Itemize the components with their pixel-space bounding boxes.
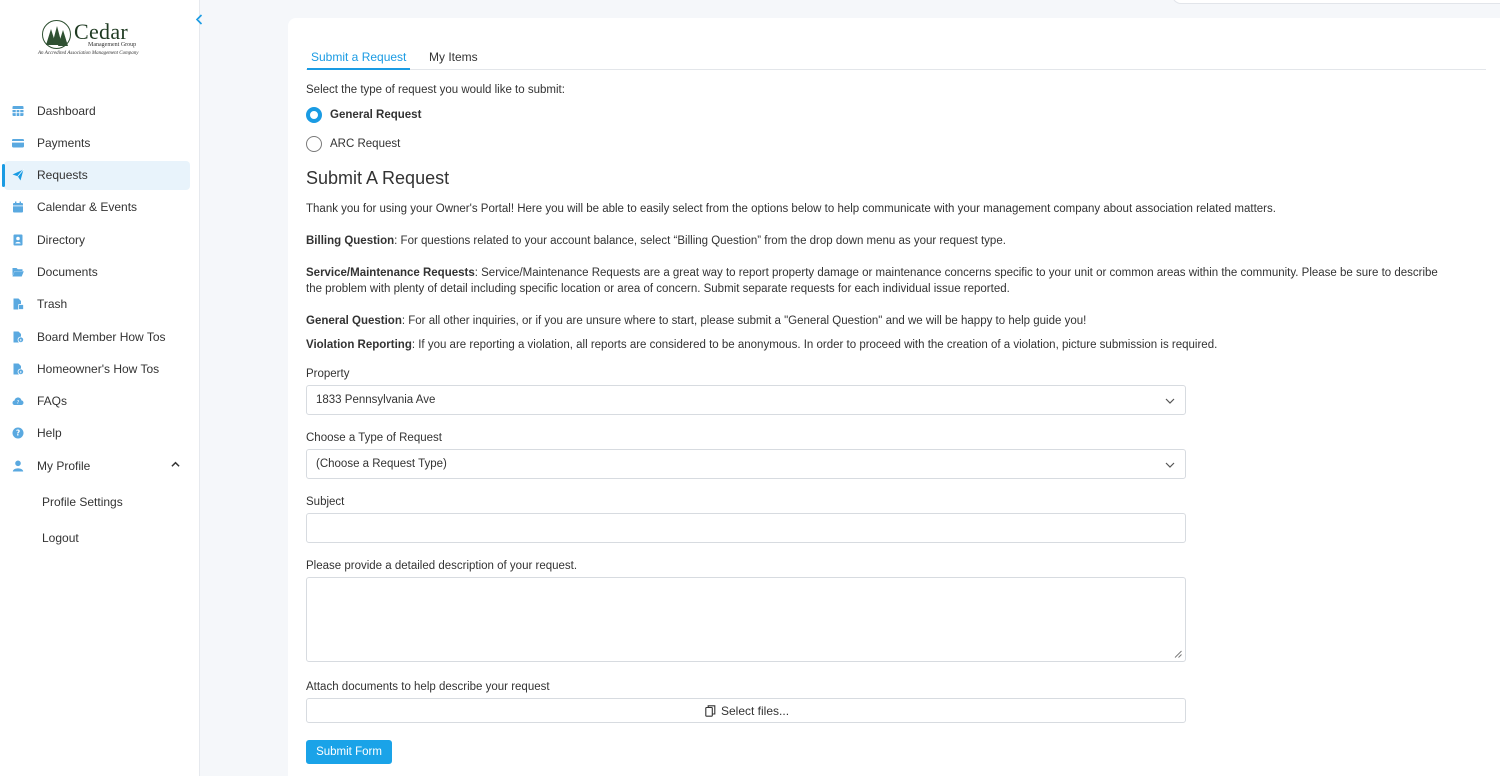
credit-card-icon: [12, 137, 24, 149]
sidebar-item-label: FAQs: [37, 394, 68, 409]
logo-brand: Cedar: [74, 19, 129, 44]
sidebar-item-homeowners-how-tos[interactable]: [4, 354, 190, 383]
table-icon: [12, 105, 24, 117]
sidebar-item-requests[interactable]: [4, 161, 190, 190]
violation-reporting-label: Violation Reporting: [306, 339, 412, 351]
billing-question-desc: : For questions related to your account balance, select “Billing Question” from the drop down menu as your request type.: [394, 235, 1006, 247]
property-select[interactable]: [306, 385, 1186, 415]
svg-text:?: ?: [15, 429, 21, 439]
select-files-label: Select files...: [721, 704, 790, 718]
intro-text: Thank you for using your Owner's Portal! Here you will be able to easily select from the options below to help communicate with your management company about association related matters.: [306, 203, 1276, 215]
billing-question-label: Billing Question: [306, 235, 395, 247]
general-question-text: [306, 315, 1086, 327]
chevron-up-icon[interactable]: [171, 460, 180, 469]
service-requests-label: Service/Maintenance Requests: [306, 267, 475, 279]
resize-grip-icon[interactable]: [1174, 650, 1182, 658]
tab-my-items[interactable]: My Items: [429, 50, 478, 64]
sidebar-item-dashboard[interactable]: [4, 96, 190, 125]
property-value: 1833 Pennsylvania Ave: [316, 394, 436, 406]
subject-input[interactable]: [306, 513, 1186, 543]
sidebar-item-label: My Profile: [37, 458, 91, 473]
violation-reporting-desc: : If you are reporting a violation, all reports are considered to be anonymous. In order to proceed with the creation of a violation, picture submission is required.: [411, 339, 1218, 351]
logo-tagline: An Accredited Association Management Company: [38, 51, 139, 56]
billing-question-text: [306, 235, 1006, 247]
logout-link[interactable]: Logout: [42, 530, 79, 545]
sidebar-item-faqs[interactable]: [4, 387, 190, 416]
tree-logo-icon: [42, 20, 71, 49]
service-requests-desc: : Service/Maintenance Requests are a great way to report property damage or maintenance concerns specific to your unit or common areas within the community. Please be sure to describe: [474, 267, 1438, 279]
attach-label: Attach documents to help describe your request: [306, 681, 550, 693]
general-request-label[interactable]: General Request: [330, 109, 422, 121]
logo-sub: Management Group: [88, 42, 137, 48]
cloud-question-icon: [12, 395, 24, 407]
sidebar-item-label: Board Member How Tos: [37, 329, 166, 344]
file-info-icon: [12, 363, 24, 375]
sidebar: [0, 0, 200, 776]
address-book-icon: [12, 234, 24, 246]
request-type-prompt: Select the type of request you would like to submit:: [306, 84, 565, 96]
cedar-logo[interactable]: [36, 18, 158, 60]
sidebar-item-directory[interactable]: [4, 225, 190, 254]
page-title: Submit A Request: [306, 168, 450, 188]
sidebar-item-label: Directory: [37, 232, 86, 247]
sidebar-item-label: Trash: [37, 297, 68, 312]
sidebar-item-label: Calendar & Events: [37, 200, 138, 215]
submit-form-button[interactable]: Submit Form: [306, 740, 392, 764]
general-question-desc: : For all other inquiries, or if you are unsure where to start, please submit a "General Question" and we will be happy to help guide you!: [401, 315, 1087, 327]
sidebar-item-label: Requests: [37, 168, 88, 183]
request-type-value: (Choose a Request Type): [316, 458, 447, 470]
description-textarea[interactable]: [306, 577, 1186, 662]
sidebar-item-board-member-how-tos[interactable]: [4, 322, 190, 351]
sidebar-item-payments[interactable]: [4, 128, 190, 157]
folder-open-icon: [12, 266, 24, 278]
general-request-radio[interactable]: [306, 107, 322, 123]
request-type-select[interactable]: [306, 449, 1186, 479]
sidebar-item-help[interactable]: [4, 419, 190, 448]
sidebar-item-trash[interactable]: [4, 290, 190, 319]
sidebar-item-label: Dashboard: [37, 103, 96, 118]
violation-reporting-text: [306, 339, 1217, 351]
sidebar-item-documents[interactable]: [4, 257, 190, 286]
top-search-bar[interactable]: [1172, 0, 1500, 4]
request-card: [288, 18, 1500, 776]
tab-submit-request[interactable]: Submit a Request: [311, 50, 407, 64]
sidebar-item-label: Documents: [37, 264, 98, 279]
arc-request-label[interactable]: ARC Request: [330, 138, 401, 150]
paper-plane-icon: [12, 169, 24, 181]
file-info-icon: [12, 331, 24, 343]
description-label: Please provide a detailed description of your request.: [306, 560, 578, 572]
collapse-sidebar-icon[interactable]: [190, 10, 208, 28]
property-label: Property: [306, 368, 350, 380]
file-upload-area[interactable]: [306, 698, 1186, 723]
arc-request-radio[interactable]: [306, 136, 322, 152]
chevron-down-icon: [1165, 396, 1175, 406]
profile-settings-link[interactable]: Profile Settings: [42, 494, 123, 509]
sidebar-nav: [4, 96, 190, 556]
sidebar-item-calendar[interactable]: [4, 193, 190, 222]
user-icon: [12, 460, 24, 472]
calendar-icon: [12, 201, 24, 213]
file-trash-icon: [12, 298, 24, 310]
sidebar-item-label: Homeowner's How Tos: [37, 361, 160, 376]
sidebar-item-my-profile[interactable]: [4, 451, 190, 480]
select-files-button[interactable]: [705, 704, 789, 718]
request-tabs: [306, 48, 1486, 70]
request-type-label: Choose a Type of Request: [306, 432, 442, 444]
sidebar-item-label: Payments: [37, 135, 91, 150]
question-circle-icon: [12, 427, 24, 439]
chevron-down-icon: [1165, 460, 1175, 470]
service-requests-desc-2: the problem with plenty of detail including specific location or area of concern. Submit separate requests for each individual issue reported.: [306, 283, 1010, 295]
svg-text:?: ?: [16, 400, 20, 407]
subject-label: Subject: [306, 496, 345, 508]
general-question-label: General Question: [306, 315, 402, 327]
service-requests-text: [306, 267, 1438, 279]
copy-files-icon: [705, 705, 716, 717]
sidebar-item-label: Help: [37, 426, 62, 441]
